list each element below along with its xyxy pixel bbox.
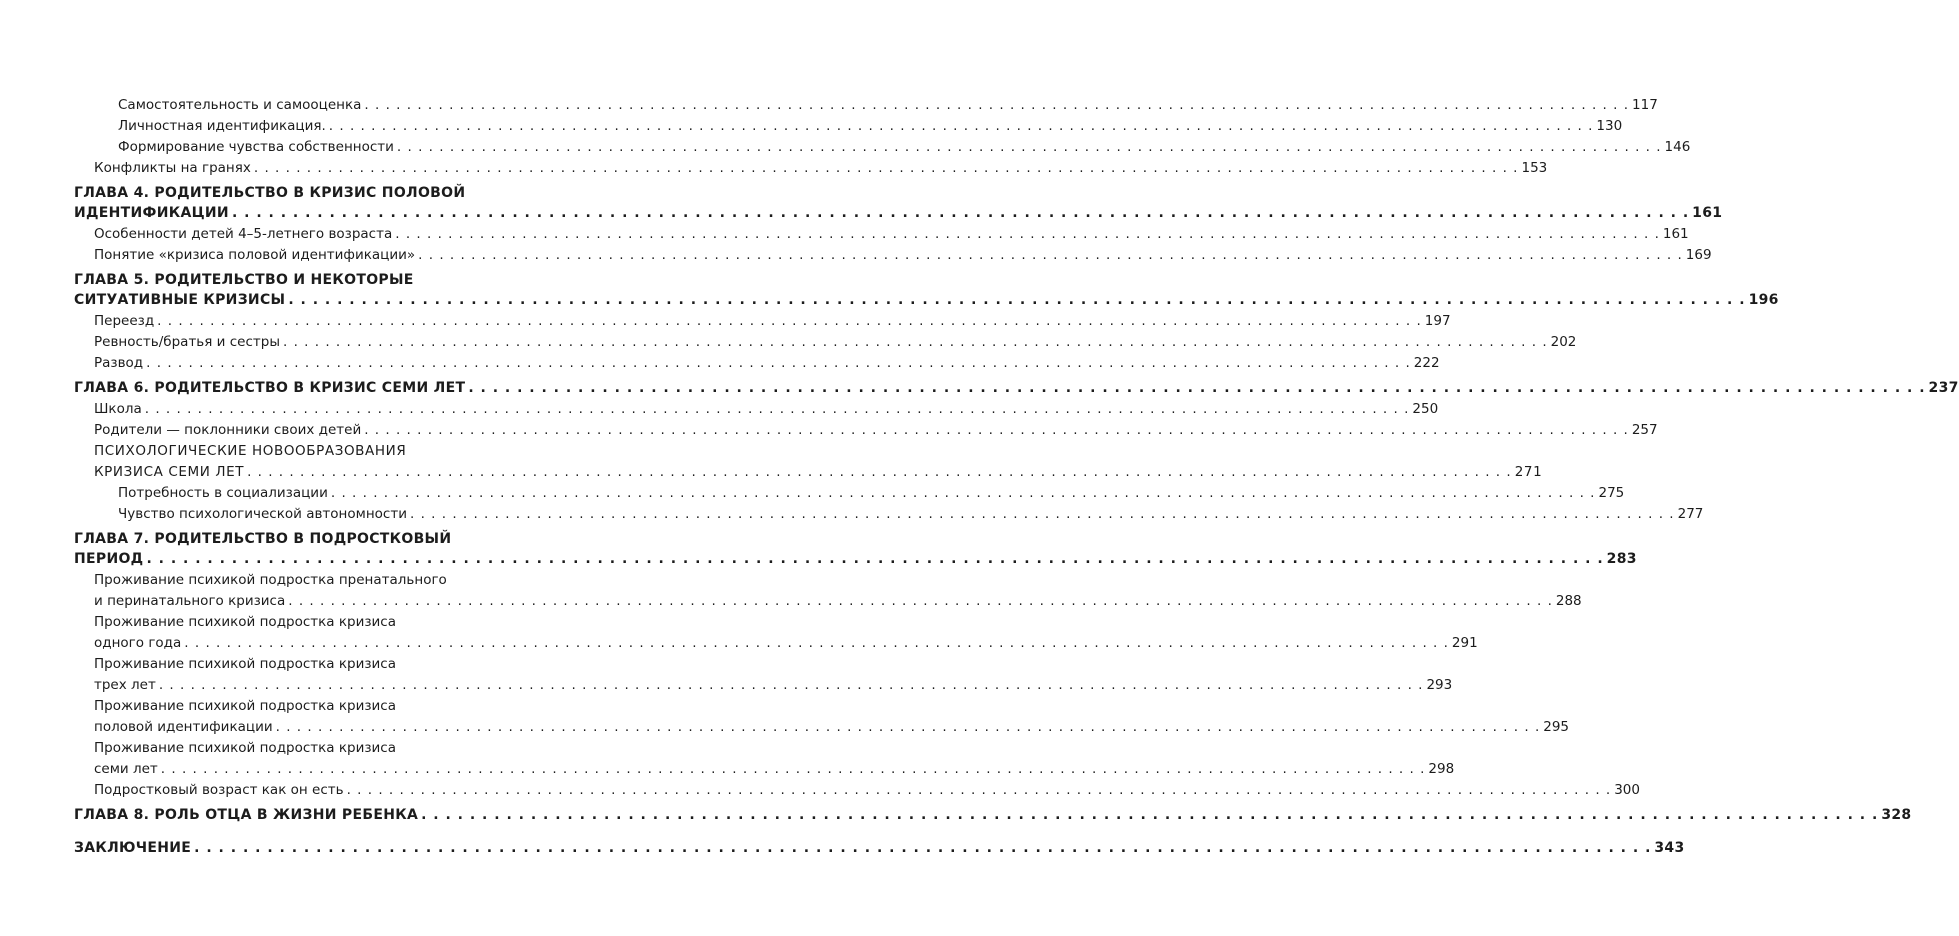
toc-entry [94,441,1543,483]
leader-dots: . . . . . . . . . . . . . . . . . . . . . . . . . . . . . . . . . . . . . . . . . . . . . . . . . . . . . . . . . . . . . . . . . . . . . . . . . . . . . . . . . . . . . . . . . . . . . . . . . . . . . . . . . . . . . . . . . . . . . . . . [395,226,1660,242]
toc-entry-title-line: Проживание психикой подростка кризиса [94,740,397,756]
toc-entry-title: ИДЕНТИФИКАЦИИ [74,205,229,221]
page-number: 153 [1521,160,1548,176]
toc-entry-title-line: Проживание психикой подростка пренатального [94,572,447,588]
page-number: 291 [1451,635,1478,651]
toc-entry [94,420,1658,441]
leader-dots: . . . . . . . . . . . . . . . . . . . . . . . . . . . . . . . . . . . . . . . . . . . . . . . . . . . . . . . . . . . . . . . . . . . . . . . . . . . . . . . . . . . . . . . . . . . . . . . . . . . . . . . . . . . . . . . . . . . . . . . . [288,593,1553,609]
toc-chapter [74,183,1723,223]
toc-entry-title: ГЛАВА 8. РОЛЬ ОТЦА В ЖИЗНИ РЕБЕНКА [74,807,419,823]
toc-entry-title: Личностная идентификация. [118,118,326,134]
page-number: 300 [1614,782,1640,798]
leader-dots: . . . . . . . . . . . . . . . . . . . . . . . . . . . . . . . . . . . . . . . . . . . . . . . . . . . . . . . . . . . . . . . . . . . . . . . . . . . . . . . . . . . . . . . . . . . . . . . . . . . . . . . . . . . . . . . . . . . . . . . . [247,464,1512,480]
toc-chapter [74,270,1779,310]
toc-entry-title: ЗАКЛЮЧЕНИЕ [74,840,192,856]
toc-entry [94,696,1570,738]
page-number: 293 [1426,677,1453,693]
toc-entry-title-line: ПСИХОЛОГИЧЕСКИЕ НОВООБРАЗОВАНИЯ [94,443,407,459]
leader-dots: . . . . . . . . . . . . . . . . . . . . . . . . . . . . . . . . . . . . . . . . . . . . . . . . . . . . . . . . . . . . . . . . . . . . . . . . . . . . . . . . . . . . . . . . . . . . . . . . . . . . . . . . . . . . . . . . . . . . . . . . [409,506,1675,522]
leader-dots: . . . . . . . . . . . . . . . . . . . . . . . . . . . . . . . . . . . . . . . . . . . . . . . . . . . . . . . . . . . . . . . . . . . . . . . . . . . . . . . . . . . . . . . . . . . . . . . . . . . . . . . . . . . . . . . . . . . . . . . . [160,761,1426,777]
toc-entry [118,483,1625,504]
page-number: 237 [1928,380,1959,396]
page-number: 161 [1662,226,1689,242]
toc-entry [118,95,1658,116]
toc-entry-title: Конфликты на гранях [94,160,251,176]
leader-dots: . . . . . . . . . . . . . . . . . . . . . . . . . . . . . . . . . . . . . . . . . . . . . . . . . . . . . . . . . . . . . . . . . . . . . . . . . . . . . . . . . . . . . . . . . . . . . . . . . . . . . . . . . . . . . . . . . . . . . . . . [146,355,1411,371]
toc-entry [94,353,1440,374]
page-number: 298 [1428,761,1455,777]
toc-entry-title-line: ГЛАВА 5. РОДИТЕЛЬСТВО И НЕКОТОРЫЕ [74,272,414,288]
toc-entry-title: Чувство психологической автономности [118,506,407,522]
toc-entry [94,654,1453,696]
leader-dots: . . . . . . . . . . . . . . . . . . . . . . . . . . . . . . . . . . . . . . . . . . . . . . . . . . . . . . . . . . . . . . . . . . . . . . . . . . . . . . . . . . . . . . . . . . . . . . . . . . . . . . . . . . . . . . . . . . . . . . . . [283,334,1548,350]
leader-dots: . . . . . . . . . . . . . . . . . . . . . . . . . . . . . . . . . . . . . . . . . . . . . . . . . . . . . . . . . . . . . . . . . . . . . . . . . . . . . . . . . . . . . . . . . . . . . . . . . . . . . . . . . . . . . . . . . . . . . . . . [146,551,1604,567]
page-number: 288 [1555,593,1582,609]
toc-entry [94,311,1451,332]
toc-entry-title: Переезд [94,313,155,329]
toc-entry-title-line: Проживание психикой подростка кризиса [94,698,397,714]
toc-chapter [74,805,1912,825]
toc-entry-title: одного года [94,635,182,651]
leader-dots: . . . . . . . . . . . . . . . . . . . . . . . . . . . . . . . . . . . . . . . . . . . . . . . . . . . . . . . . . . . . . . . . . . . . . . . . . . . . . . . . . . . . . . . . . . . . . . . . . . . . . . . . . . . . . . . . . . . . . . . . [468,380,1926,396]
toc-entry [118,504,1704,525]
leader-dots: . . . . . . . . . . . . . . . . . . . . . . . . . . . . . . . . . . . . . . . . . . . . . . . . . . . . . . . . . . . . . . . . . . . . . . . . . . . . . . . . . . . . . . . . . . . . . . . . . . . . . . . . . . . . . . . . . . . . . . . . [157,313,1422,329]
leader-dots: . . . . . . . . . . . . . . . . . . . . . . . . . . . . . . . . . . . . . . . . . . . . . . . . . . . . . . . . . . . . . . . . . . . . . . . . . . . . . . . . . . . . . . . . . . . . . . . . . . . . . . . . . . . . . . . . . . . . . . . . [328,118,1594,134]
toc-entry-title: и перинатального кризиса [94,593,286,609]
page-number: 283 [1606,551,1637,567]
page-number: 295 [1543,719,1570,735]
toc-entry [94,245,1712,266]
page-number: 146 [1664,139,1691,155]
page-number: 257 [1631,422,1658,438]
toc-entry [94,780,1640,801]
leader-dots: . . . . . . . . . . . . . . . . . . . . . . . . . . . . . . . . . . . . . . . . . . . . . . . . . . . . . . . . . . . . . . . . . . . . . . . . . . . . . . . . . . . . . . . . . . . . . . . . . . . . . . . . . . . . . . . . . . . . . . . . [144,401,1410,417]
toc-entry [94,738,1455,780]
toc-entry-title: Развод [94,355,144,371]
toc-chapter [74,378,1959,398]
leader-dots: . . . . . . . . . . . . . . . . . . . . . . . . . . . . . . . . . . . . . . . . . . . . . . . . . . . . . . . . . . . . . . . . . . . . . . . . . . . . . . . . . . . . . . . . . . . . . . . . . . . . . . . . . . . . . . . . . . . . . . . . [288,292,1746,308]
leader-dots: . . . . . . . . . . . . . . . . . . . . . . . . . . . . . . . . . . . . . . . . . . . . . . . . . . . . . . . . . . . . . . . . . . . . . . . . . . . . . . . . . . . . . . . . . . . . . . . . . . . . . . . . . . . . . . . . . . . . . . . . [275,719,1541,735]
toc-entry-title: трех лет [94,677,156,693]
toc-entry-title: половой идентификации [94,719,273,735]
page-number: 250 [1412,401,1439,417]
toc-entry-title-line: Проживание психикой подростка кризиса [94,656,397,672]
toc-chapter [74,838,1685,858]
toc-entry-title-line: Проживание психикой подростка кризиса [94,614,397,630]
leader-dots: . . . . . . . . . . . . . . . . . . . . . . . . . . . . . . . . . . . . . . . . . . . . . . . . . . . . . . . . . . . . . . . . . . . . . . . . . . . . . . . . . . . . . . . . . . . . . . . . . . . . . . . . . . . . . . . . . . . . . . . . [231,205,1690,221]
page-number: 197 [1424,313,1451,329]
page-number: 275 [1598,485,1625,501]
toc-entry-title-line: ГЛАВА 7. РОДИТЕЛЬСТВО В ПОДРОСТКОВЫЙ [74,531,452,547]
page-number: 277 [1677,506,1704,522]
toc-entry-title: Потребность в социализации [118,485,328,501]
page-number: 271 [1514,464,1543,480]
toc-entry [94,399,1439,420]
page-number: 117 [1632,97,1658,113]
toc-chapter [74,529,1637,569]
toc-entry-title-line: ГЛАВА 4. РОДИТЕЛЬСТВО В КРИЗИС ПОЛОВОЙ [74,185,466,201]
toc-entry [118,137,1691,158]
page-number: 130 [1596,118,1623,134]
toc-entry-title: Самостоятельность и самооценка [118,97,362,113]
toc-entry-title: Особенности детей 4–5-летнего возраста [94,226,393,242]
page-number: 328 [1881,807,1912,823]
toc-entry-title: СИТУАТИВНЫЕ КРИЗИСЫ [74,292,286,308]
leader-dots: . . . . . . . . . . . . . . . . . . . . . . . . . . . . . . . . . . . . . . . . . . . . . . . . . . . . . . . . . . . . . . . . . . . . . . . . . . . . . . . . . . . . . . . . . . . . . . . . . . . . . . . . . . . . . . . . . . . . . . . . [364,422,1629,438]
leader-dots: . . . . . . . . . . . . . . . . . . . . . . . . . . . . . . . . . . . . . . . . . . . . . . . . . . . . . . . . . . . . . . . . . . . . . . . . . . . . . . . . . . . . . . . . . . . . . . . . . . . . . . . . . . . . . . . . . . . . . . . . [184,635,1449,651]
leader-dots: . . . . . . . . . . . . . . . . . . . . . . . . . . . . . . . . . . . . . . . . . . . . . . . . . . . . . . . . . . . . . . . . . . . . . . . . . . . . . . . . . . . . . . . . . . . . . . . . . . . . . . . . . . . . . . . . . . . . . . . . [396,139,1662,155]
toc-entry [94,224,1689,245]
leader-dots: . . . . . . . . . . . . . . . . . . . . . . . . . . . . . . . . . . . . . . . . . . . . . . . . . . . . . . . . . . . . . . . . . . . . . . . . . . . . . . . . . . . . . . . . . . . . . . . . . . . . . . . . . . . . . . . . . . . . . . . . [364,97,1630,113]
page-number: 343 [1654,840,1685,856]
toc-entry-title: Формирование чувства собственности [118,139,394,155]
leader-dots: . . . . . . . . . . . . . . . . . . . . . . . . . . . . . . . . . . . . . . . . . . . . . . . . . . . . . . . . . . . . . . . . . . . . . . . . . . . . . . . . . . . . . . . . . . . . . . . . . . . . . . . . . . . . . . . . . . . . . . . . [158,677,1424,693]
leader-dots: . . . . . . . . . . . . . . . . . . . . . . . . . . . . . . . . . . . . . . . . . . . . . . . . . . . . . . . . . . . . . . . . . . . . . . . . . . . . . . . . . . . . . . . . . . . . . . . . . . . . . . . . . . . . . . . . . . . . . . . . [346,782,1612,798]
toc-entry-title: семи лет [94,761,158,777]
page-number: 202 [1550,334,1577,350]
toc-entry-title: Ревность/братья и сестры [94,334,280,350]
page-number: 169 [1685,247,1712,263]
page-number: 222 [1413,355,1440,371]
toc-entry-title: КРИЗИСА СЕМИ ЛЕТ [94,464,245,480]
page-number: 161 [1692,205,1723,221]
toc-entry [94,570,1582,612]
page-number: 196 [1748,292,1779,308]
toc-entry [94,332,1577,353]
leader-dots: . . . . . . . . . . . . . . . . . . . . . . . . . . . . . . . . . . . . . . . . . . . . . . . . . . . . . . . . . . . . . . . . . . . . . . . . . . . . . . . . . . . . . . . . . . . . . . . . . . . . . . . . . . . . . . . . . . . . . . . . [421,807,1879,823]
leader-dots: . . . . . . . . . . . . . . . . . . . . . . . . . . . . . . . . . . . . . . . . . . . . . . . . . . . . . . . . . . . . . . . . . . . . . . . . . . . . . . . . . . . . . . . . . . . . . . . . . . . . . . . . . . . . . . . . . . . . . . . . [253,160,1519,176]
toc-entry-title: Понятие «кризиса половой идентификации» [94,247,416,263]
toc-entry [94,612,1478,654]
toc-entry-title: Школа [94,401,142,417]
toc-entry [118,116,1623,137]
leader-dots: . . . . . . . . . . . . . . . . . . . . . . . . . . . . . . . . . . . . . . . . . . . . . . . . . . . . . . . . . . . . . . . . . . . . . . . . . . . . . . . . . . . . . . . . . . . . . . . . . . . . . . . . . . . . . . . . . . . . . . . . [418,247,1683,263]
toc-entry-title: ГЛАВА 6. РОДИТЕЛЬСТВО В КРИЗИС СЕМИ ЛЕТ [74,380,466,396]
leader-dots: . . . . . . . . . . . . . . . . . . . . . . . . . . . . . . . . . . . . . . . . . . . . . . . . . . . . . . . . . . . . . . . . . . . . . . . . . . . . . . . . . . . . . . . . . . . . . . . . . . . . . . . . . . . . . . . . . . . . . . . . [330,485,1596,501]
leader-dots: . . . . . . . . . . . . . . . . . . . . . . . . . . . . . . . . . . . . . . . . . . . . . . . . . . . . . . . . . . . . . . . . . . . . . . . . . . . . . . . . . . . . . . . . . . . . . . . . . . . . . . . . . . . . . . . . . . . . . . . . [194,840,1652,856]
toc-entry-title: ПЕРИОД [74,551,144,567]
toc-entry [94,158,1548,179]
toc-entry-title: Родители — поклонники своих детей [94,422,362,438]
toc-entry-title: Подростковый возраст как он есть [94,782,344,798]
